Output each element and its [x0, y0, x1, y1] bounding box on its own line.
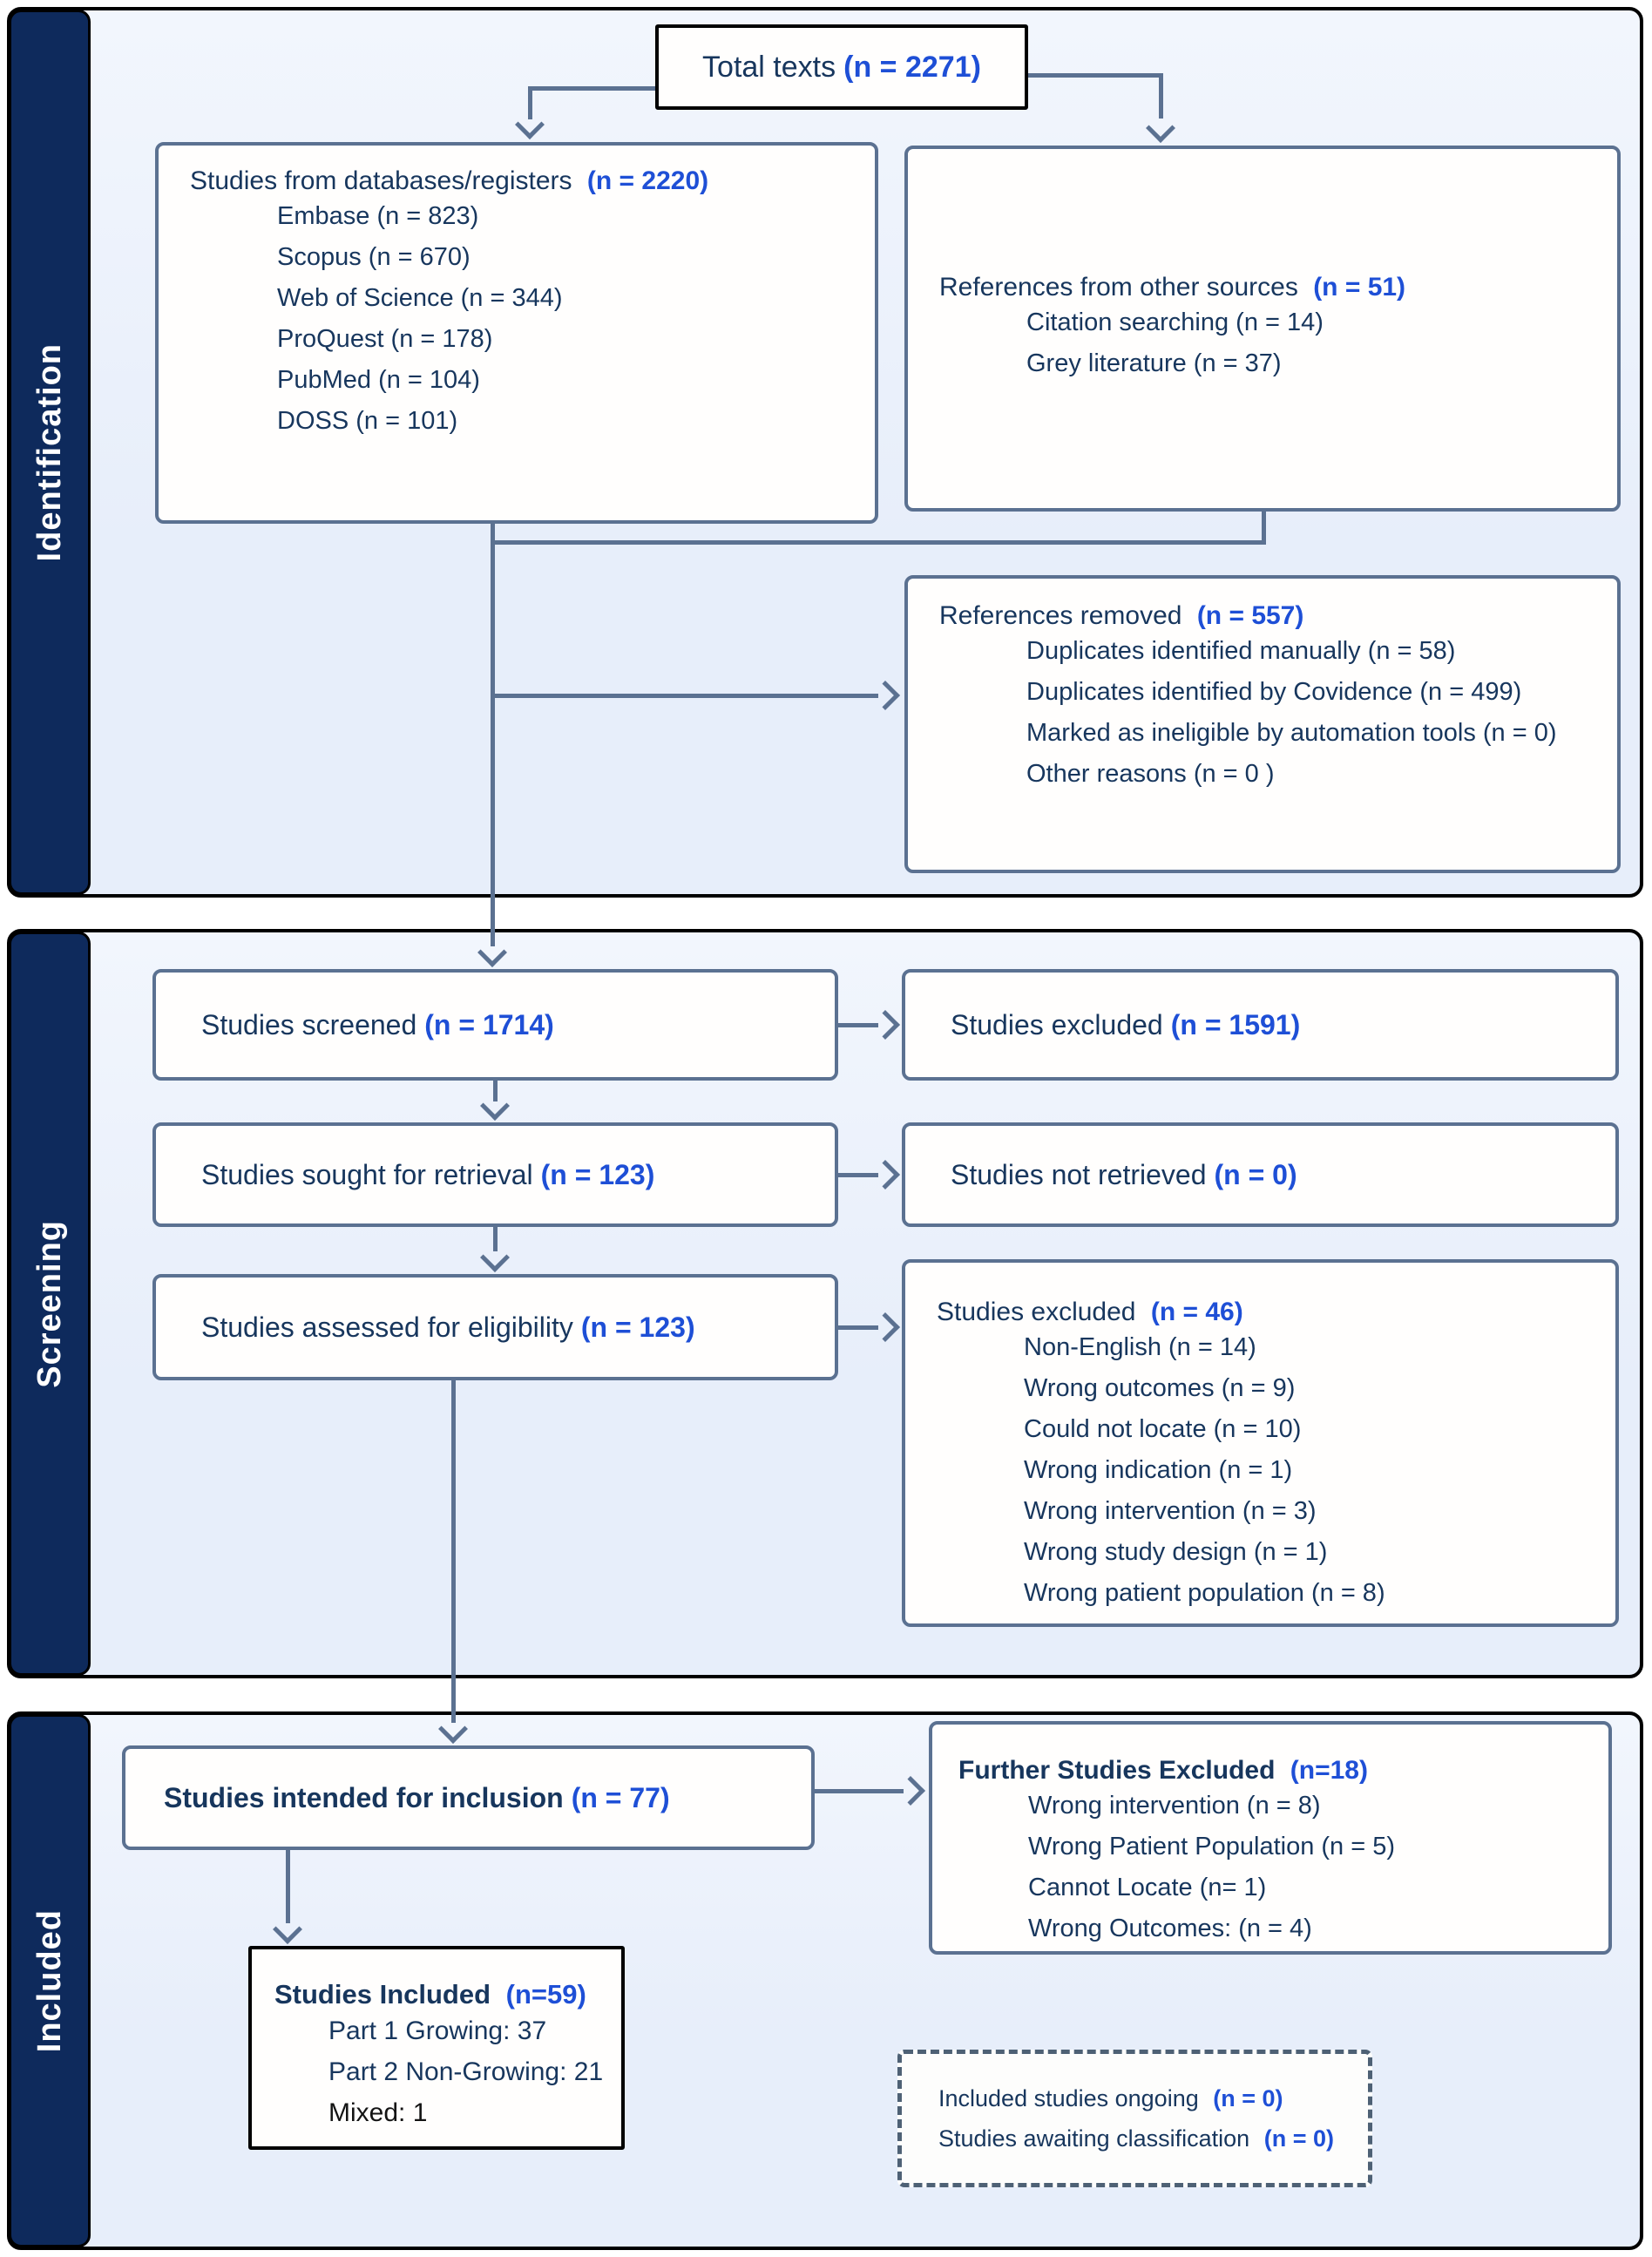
- connector-line: [451, 1380, 456, 1723]
- studies-included-box: [248, 1946, 625, 2150]
- databases-title: Studies from databases/registers: [190, 166, 572, 195]
- references-removed-box: [904, 575, 1621, 873]
- identification-tab: [9, 10, 91, 895]
- included-tab-label: Included: [30, 1908, 68, 2053]
- list-item: Web of Science (n = 344): [277, 284, 563, 312]
- list-item: Wrong Patient Population (n = 5): [1028, 1833, 1396, 1860]
- list-item: DOSS (n = 101): [277, 407, 458, 435]
- list-item: Could not locate (n = 10): [1024, 1415, 1302, 1443]
- list-item: Scopus (n = 670): [277, 243, 471, 271]
- studies-intended-count: (n = 77): [571, 1781, 670, 1813]
- studies-excluded-screening-count: (n = 1591): [1170, 1008, 1301, 1040]
- other-sources-box: [904, 146, 1621, 512]
- connector-line: [530, 86, 657, 91]
- studies-assessed-label: Studies assessed for eligibility: [201, 1311, 573, 1343]
- further-excluded-count: (n=18): [1290, 1756, 1368, 1785]
- list-item: Wrong intervention (n = 3): [1024, 1497, 1317, 1525]
- databases-count: (n = 2220): [586, 166, 709, 195]
- studies-sought-box: [152, 1122, 838, 1227]
- ongoing-line1-count: (n = 0): [1213, 2085, 1283, 2111]
- connector-line: [815, 1789, 904, 1793]
- studies-not-retrieved-count: (n = 0): [1214, 1158, 1297, 1190]
- studies-excluded-screening-box: [902, 969, 1619, 1081]
- studies-assessed-count: (n = 123): [580, 1311, 695, 1343]
- list-item: Citation searching (n = 14): [1026, 308, 1324, 336]
- other-sources-title: References from other sources: [939, 273, 1298, 302]
- connector-line: [492, 540, 1263, 545]
- studies-excluded-screening-label: Studies excluded: [951, 1008, 1163, 1040]
- list-item: Non-English (n = 14): [1024, 1333, 1256, 1361]
- studies-screened-label: Studies screened: [201, 1008, 417, 1040]
- list-item: Marked as ineligible by automation tools (n = 0): [1026, 719, 1557, 747]
- list-item: Part 2 Non-Growing: 21: [328, 2057, 604, 2086]
- references-removed-count: (n = 557): [1196, 601, 1304, 630]
- studies-sought-count: (n = 123): [540, 1158, 655, 1190]
- connector-line: [492, 694, 878, 698]
- list-item: ProQuest (n = 178): [277, 325, 493, 353]
- studies-assessed-box: [152, 1274, 838, 1380]
- studies-sought-label: Studies sought for retrieval: [201, 1158, 533, 1190]
- connector-line: [286, 1850, 290, 1923]
- studies-included-count: (n=59): [505, 1979, 586, 2010]
- connector-line: [1026, 73, 1162, 78]
- further-excluded-box: [929, 1721, 1612, 1955]
- databases-box: [155, 142, 878, 524]
- studies-screened-box: [152, 969, 838, 1081]
- list-item: Duplicates identified by Covidence (n = 499): [1026, 678, 1522, 706]
- list-item: PubMed (n = 104): [277, 366, 480, 394]
- list-item: Part 1 Growing: 37: [328, 2016, 547, 2045]
- further-excluded-title: Further Studies Excluded: [958, 1756, 1276, 1785]
- list-item: Grey literature (n = 37): [1026, 349, 1282, 377]
- references-removed-title: References removed: [939, 601, 1182, 630]
- list-item: Cannot Locate (n= 1): [1028, 1874, 1267, 1901]
- studies-intended-box: [122, 1745, 815, 1850]
- list-item: Wrong indication (n = 1): [1024, 1456, 1293, 1484]
- list-item: Embase (n = 823): [277, 202, 479, 230]
- studies-included-title: Studies Included: [274, 1979, 491, 2010]
- ongoing-studies-box: [897, 2050, 1372, 2187]
- connector-line: [1159, 73, 1163, 119]
- list-item: Duplicates identified manually (n = 58): [1026, 637, 1456, 665]
- list-item: Wrong study design (n = 1): [1024, 1538, 1328, 1566]
- list-item: Mixed: 1: [328, 2098, 428, 2127]
- ongoing-line2-count: (n = 0): [1263, 2125, 1334, 2152]
- list-item: Wrong patient population (n = 8): [1024, 1579, 1385, 1607]
- total-texts-count: (n = 2271): [843, 50, 981, 84]
- studies-not-retrieved-label: Studies not retrieved: [951, 1158, 1207, 1190]
- screening-tab-label: Screening: [30, 1219, 68, 1388]
- list-item: Other reasons (n = 0 ): [1026, 760, 1275, 788]
- studies-excluded-eligibility-box: [902, 1259, 1619, 1627]
- identification-tab-label: Identification: [30, 342, 68, 562]
- total-texts-label: Total texts: [702, 50, 836, 84]
- studies-intended-label: Studies intended for inclusion: [164, 1781, 564, 1813]
- studies-excluded-eligibility-count: (n = 46): [1150, 1298, 1243, 1326]
- studies-not-retrieved-box: [902, 1122, 1619, 1227]
- total-texts-box: [655, 24, 1028, 110]
- studies-screened-count: (n = 1714): [424, 1008, 554, 1040]
- other-sources-count: (n = 51): [1313, 273, 1406, 302]
- connector-line: [491, 524, 495, 946]
- included-tab: [9, 1714, 91, 2247]
- list-item: Wrong outcomes (n = 9): [1024, 1374, 1296, 1402]
- studies-excluded-eligibility-title: Studies excluded: [937, 1298, 1136, 1326]
- ongoing-line1-label: Included studies ongoing: [938, 2085, 1199, 2111]
- screening-tab: [9, 932, 91, 1676]
- list-item: Wrong intervention (n = 8): [1028, 1792, 1321, 1820]
- list-item: Wrong Outcomes: (n = 4): [1028, 1915, 1312, 1942]
- ongoing-line2-label: Studies awaiting classification: [938, 2125, 1250, 2152]
